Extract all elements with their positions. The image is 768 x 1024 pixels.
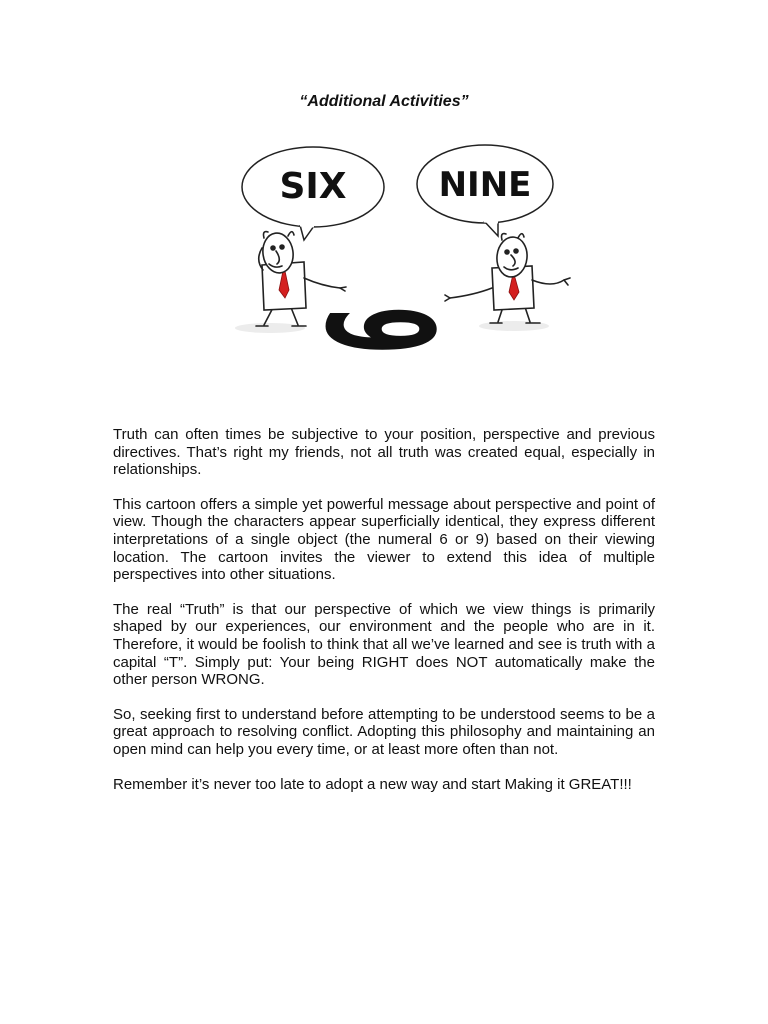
six-nine-cartoon: [222, 140, 592, 360]
right-bubble-text: NINE: [438, 165, 532, 205]
article-body: [113, 426, 655, 810]
paragraph: So, seeking first to understand before attempting to be understood seems to be a great approach to resolving conflict. Adopting this philosophy and maintaining an open mind can help you every time, or at least more often than not.: [113, 705, 655, 758]
left-speech-bubble: [242, 147, 384, 240]
page-title: “Additional Activities”: [299, 93, 469, 110]
paragraph: This cartoon offers a simple yet powerful message about perspective and point of view. Though the characters appear superficially identical, they express different interpretations of a single object (the numeral 6 or 9) based on their viewing location. The cartoon invites the viewer to extend this idea of multiple perspectives into other situations.: [113, 495, 655, 584]
right-speech-bubble: [417, 145, 553, 236]
paragraph: Truth can often times be subjective to your position, perspective and previous directives. That’s right my friends, not all truth was created equal, especially in relationships.: [113, 426, 655, 479]
paragraph: Remember it’s never too late to adopt a new way and start Making it GREAT!!!: [113, 775, 632, 793]
left-bubble-text: SIX: [279, 166, 347, 207]
paragraph: The real “Truth” is that our perspective of which we view things is primarily shaped by our experiences, our environment and the people who are in it. Therefore, it would be foolish to think that all we’ve learned and see is truth with a capital “T”. Simply put: Your being RIGHT does NOT automatically make the other person WRONG.: [113, 600, 655, 689]
numeral-six-nine: 6: [298, 305, 471, 355]
